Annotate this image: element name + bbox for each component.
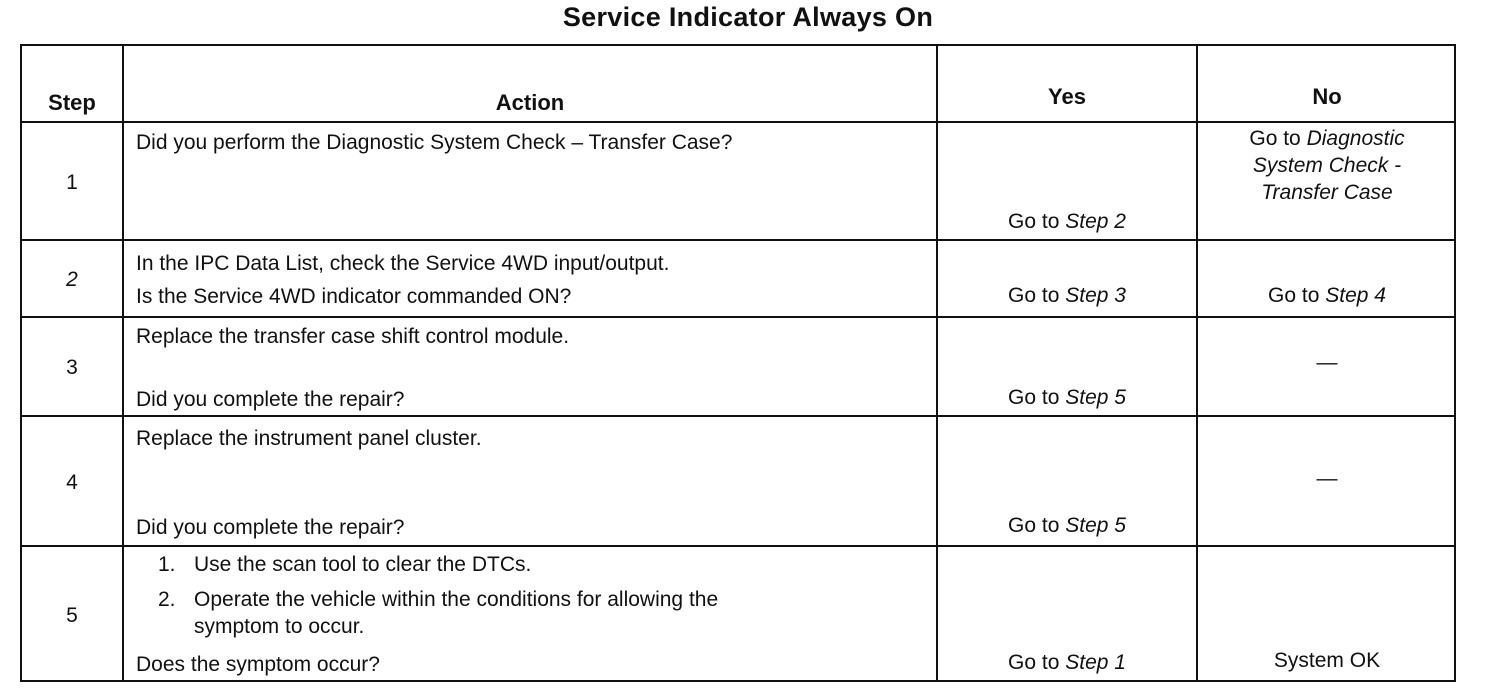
action-question: Does the symptom occur? (136, 653, 380, 676)
yes-cell: Go to Step 5 (1008, 386, 1126, 409)
step-link: Step 4 (1325, 284, 1386, 307)
step-link: Step 5 (1065, 386, 1126, 409)
header-yes: Yes (1048, 84, 1086, 109)
list-item: 2. Operate the vehicle within the conditions for allowing the symptom to occur. (158, 588, 719, 638)
action-text: Is the Service 4WD indicator commanded ON? (136, 285, 572, 308)
step-link: Step 1 (1065, 651, 1126, 674)
row-divider (22, 415, 1454, 417)
action-text: Replace the instrument panel cluster. (136, 427, 482, 450)
column-divider (122, 46, 124, 680)
yes-cell: Go to Step 5 (1008, 514, 1126, 537)
action-text: In the IPC Data List, check the Service 4WD input/output. (136, 252, 670, 275)
diagnostic-table (20, 44, 1456, 682)
row-divider (22, 316, 1454, 318)
yes-cell: Go to Step 3 (1008, 284, 1126, 307)
row-divider (22, 239, 1454, 241)
list-item: 1. Use the scan tool to clear the DTCs. (158, 553, 532, 576)
header-step: Step (48, 90, 96, 115)
row-divider (22, 121, 1454, 123)
page-title: Service Indicator Always On (562, 2, 934, 32)
yes-cell: Go to Step 2 (1008, 210, 1126, 233)
no-cell: System OK (1273, 649, 1381, 672)
column-divider (936, 46, 938, 680)
yes-cell: Go to Step 1 (1008, 651, 1126, 674)
step-number: 3 (66, 356, 78, 379)
action-text: Did you perform the Diagnostic System Check – Transfer Case? (136, 131, 733, 154)
header-no: No (1312, 84, 1342, 109)
no-dash: — (1316, 467, 1338, 490)
step-link: Step 3 (1065, 284, 1126, 307)
step-link: Step 2 (1065, 210, 1126, 233)
numbered-list (158, 551, 718, 648)
no-dash: — (1316, 351, 1338, 374)
no-cell: Go to Diagnostic System Check - Transfer Case (1249, 127, 1405, 204)
no-cell: Go to Step 4 (1268, 284, 1386, 307)
step-link: Step 5 (1065, 514, 1126, 537)
step-number: 2 (66, 268, 78, 291)
step-number: 5 (66, 604, 78, 627)
action-text: Did you complete the repair? (136, 516, 405, 539)
action-text: Replace the transfer case shift control module. (136, 325, 570, 348)
header-action: Action (495, 90, 565, 115)
action-text: Did you complete the repair? (136, 388, 405, 411)
step-number: 1 (66, 171, 78, 194)
step-number: 4 (66, 471, 78, 494)
row-divider (22, 545, 1454, 547)
